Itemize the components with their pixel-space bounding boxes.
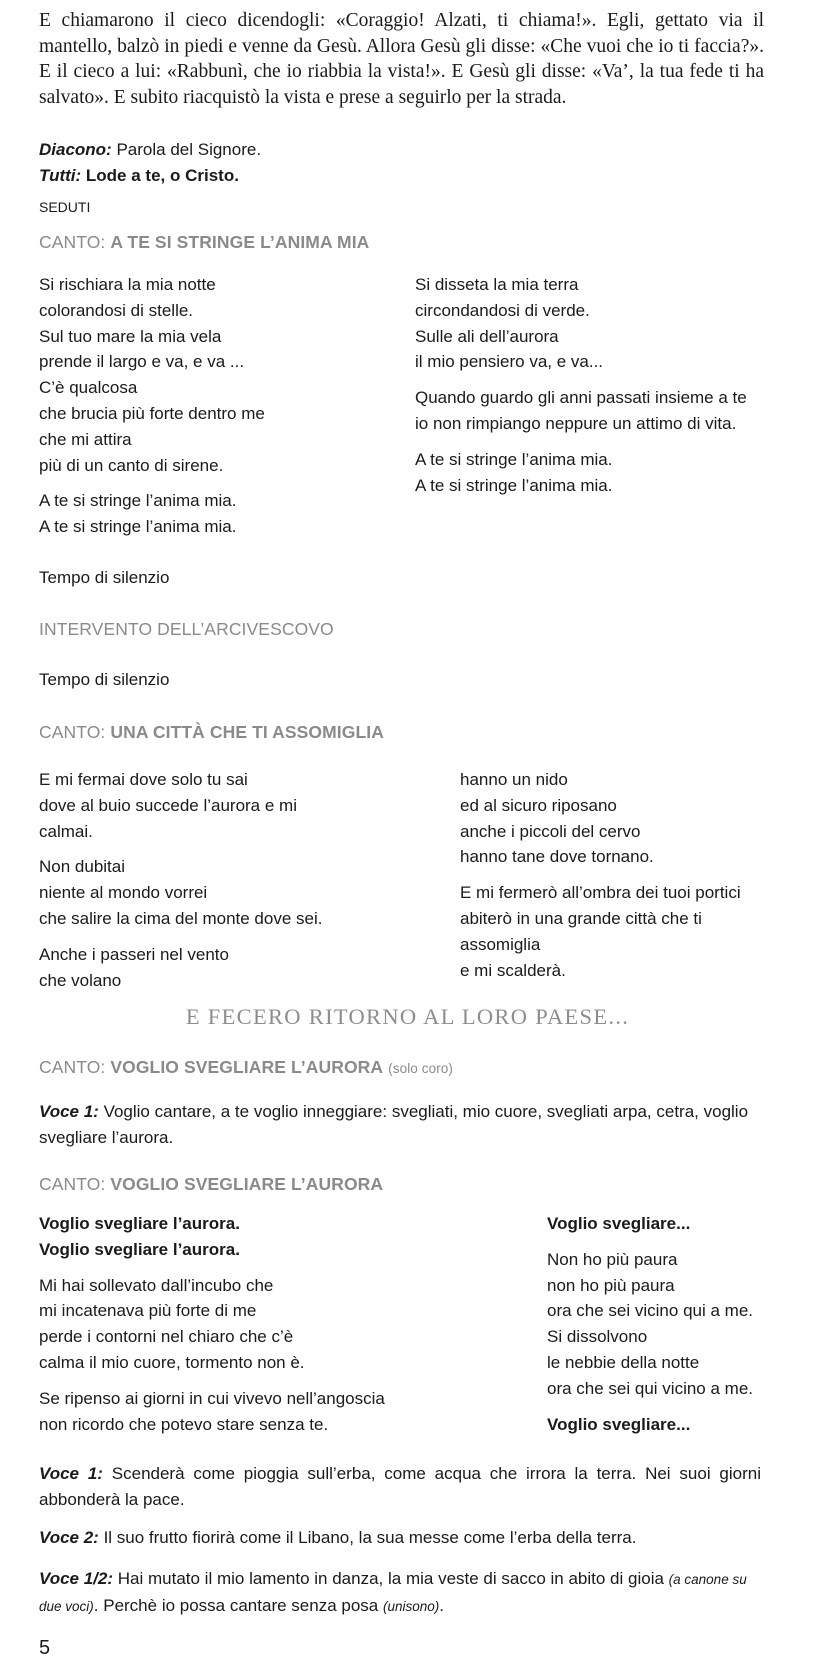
lyric-line: assomiglia	[460, 934, 541, 954]
voce12-part: Voce 1/2: Hai mutato il mio lamento in danza, la mia veste di sacco in abito di gioia (a canone su due voci). Perchè io possa cantare senza posa (unisono).	[39, 1569, 747, 1615]
song4-right-column	[547, 1211, 807, 1447]
tutti-line	[39, 166, 239, 186]
song4-title: VOGLIO SVEGLIARE L’AURORA	[110, 1174, 384, 1194]
voce2-part: Voce 2: Il suo frutto fiorirà come il Libano, la sua messe come l’erba della terra.	[39, 1528, 637, 1547]
diacono-text: Parola del Signore.	[116, 140, 262, 159]
song1-title: A TE SI STRINGE L’ANIMA MIA	[110, 232, 370, 252]
lyric-line: A te si stringe l’anima mia.	[39, 491, 237, 511]
lyric-line: mi incatenava più forte di me	[39, 1301, 257, 1321]
gospel-text: E chiamarono il cieco dicendogli: «Coraggio! Alzati, ti chiama!». Egli, gettato via il mantello, balzò in piedi e venne da Gesù. Allora Gesù gli disse: «Che vuoi che io ti faccia?». E il cieco a lui: «Rabbunì, che io riabbia la vista!». E Gesù gli disse: «Va’, la tua fede ti ha salvato». E subito riacquistò la vista e prese a seguirlo per la strada.	[39, 10, 764, 108]
lyric-line: e mi scalderà.	[460, 960, 566, 980]
song3-heading: CANTO: VOGLIO SVEGLIARE L’AURORA (solo coro)	[39, 1057, 454, 1077]
lyric-line: Mi hai sollevato dall’incubo che	[39, 1275, 274, 1295]
lyric-line: le nebbie della notte	[547, 1352, 700, 1372]
lyric-line: Si dissolvono	[547, 1327, 648, 1347]
song1-right-stanza2	[415, 385, 775, 437]
song1-right-stanza1	[415, 272, 775, 375]
song4-left-stanza1	[39, 1273, 499, 1376]
song2-left-stanza3	[39, 942, 419, 994]
lyric-line: Anche i passeri nel vento	[39, 944, 229, 964]
voce1-part-a: Voce 1: Voglio cantare, a te voglio inneggiare: svegliati, mio cuore, svegliati arpa, cetra, voglio svegliare l’aurora.	[39, 1102, 749, 1147]
voce1-part-b: Voce 1: Scenderà come pioggia sull’erba, come acqua che irrora la terra. Nei suoi giorni abbonderà la pace.	[39, 1464, 761, 1509]
silence-rubric-1: Tempo di silenzio	[39, 568, 170, 587]
lyric-line: non ricordo che potevo stare senza te.	[39, 1414, 329, 1434]
lyric-line: Si disseta la mia terra	[415, 275, 579, 294]
song4-right-chorus-2: Voglio svegliare...	[547, 1414, 691, 1434]
lyric-line: ora che sei vicino qui a me.	[547, 1301, 753, 1321]
seduti-rubric: SEDUTI	[39, 199, 91, 215]
song1-right-column	[415, 272, 775, 508]
lyric-line: dove al buio succede l’aurora e mi	[39, 795, 297, 815]
section-title: E FECERO RITORNO AL LORO PAESE...	[185, 1004, 630, 1029]
lyric-line: che volano	[39, 970, 122, 990]
lyric-line: il mio pensiero va, e va...	[415, 352, 604, 372]
lyric-line: più di un canto di sirene.	[39, 455, 224, 475]
lyric-line: Si rischiara la mia notte	[39, 275, 216, 294]
song4-right-stanza1	[547, 1247, 807, 1402]
song3-note: (solo coro)	[388, 1061, 454, 1076]
lyric-line: non ho più paura	[547, 1275, 675, 1295]
song2-left-column	[39, 767, 419, 1003]
lyric-line: che brucia più forte dentro me	[39, 403, 265, 423]
lyric-line: hanno un nido	[460, 770, 568, 789]
song2-title: UNA CITTÀ CHE TI ASSOMIGLIA	[110, 722, 384, 742]
song2-right-stanza1	[460, 767, 780, 870]
lyric-line: niente al mondo vorrei	[39, 883, 208, 903]
lyric-line: Sul tuo mare la mia vela	[39, 326, 222, 346]
song1-left-stanza2	[39, 488, 379, 540]
lyric-line: Se ripenso ai giorni in cui vivevo nell’angoscia	[39, 1388, 385, 1408]
song1-left-column	[39, 272, 379, 550]
lyric-line: Non ho più paura	[547, 1249, 678, 1269]
song2-right-column	[460, 767, 780, 993]
song1-right-stanza3	[415, 447, 775, 499]
song4-left-chorus	[39, 1211, 499, 1263]
lyric-line: ora che sei qui vicino a me.	[547, 1378, 753, 1398]
lyric-line: Quando guardo gli anni passati insieme a te	[415, 388, 747, 408]
lyric-line: calmai.	[39, 821, 93, 841]
lyric-line: Voglio svegliare l’aurora.	[39, 1214, 240, 1233]
lyric-line: hanno tane dove tornano.	[460, 847, 654, 867]
lyric-line: Sulle ali dell’aurora	[415, 326, 559, 346]
lyric-line: Voglio svegliare l’aurora.	[39, 1239, 240, 1259]
lyric-line: A te si stringe l’anima mia.	[415, 475, 613, 495]
song4-left-stanza2	[39, 1386, 499, 1438]
intervento-heading: INTERVENTO DELL’ARCIVESCOVO	[39, 619, 334, 639]
lyric-line: C’è qualcosa	[39, 378, 138, 398]
lyric-line: Non dubitai	[39, 857, 126, 877]
lyric-line: anche i piccoli del cervo	[460, 821, 641, 841]
lyric-line: abiterò in una grande città che ti	[460, 908, 702, 928]
song4-right-chorus-1: Voglio svegliare...	[547, 1214, 691, 1233]
song2-right-stanza2	[460, 880, 780, 983]
song2-heading: CANTO: UNA CITTÀ CHE TI ASSOMIGLIA	[39, 722, 384, 742]
song4-left-column	[39, 1211, 499, 1447]
song1-heading: CANTO: A TE SI STRINGE L’ANIMA MIA	[39, 232, 370, 252]
lyric-line: calma il mio cuore, tormento non è.	[39, 1352, 305, 1372]
lyric-line: A te si stringe l’anima mia.	[415, 449, 613, 469]
song2-left-stanza1	[39, 767, 419, 844]
lyric-line: A te si stringe l’anima mia.	[39, 517, 237, 537]
tutti-label: Tutti:	[39, 166, 82, 185]
tutti-text: Lode a te, o Cristo.	[85, 166, 239, 185]
song2-left-stanza2	[39, 854, 419, 931]
song1-left-stanza1	[39, 272, 379, 478]
song3-title: VOGLIO SVEGLIARE L’AURORA	[110, 1057, 384, 1077]
song4-heading: CANTO: VOGLIO SVEGLIARE L’AURORA	[39, 1174, 384, 1194]
lyric-line: E mi fermerò all’ombra dei tuoi portici	[460, 883, 741, 903]
silence-rubric-2: Tempo di silenzio	[39, 670, 170, 689]
page-number: 5	[39, 1637, 51, 1659]
lyric-line: prende il largo e va, e va ...	[39, 352, 245, 372]
diacono-line	[39, 140, 261, 160]
lyric-line: io non rimpiango neppure un attimo di vita.	[415, 413, 737, 433]
lyric-line: ed al sicuro riposano	[460, 795, 617, 815]
lyric-line: che mi attira	[39, 429, 132, 449]
lyric-line: circondandosi di verde.	[415, 300, 590, 320]
diacono-label: Diacono:	[39, 140, 112, 159]
lyric-line: E mi fermai dove solo tu sai	[39, 770, 248, 789]
lyric-line: perde i contorni nel chiaro che c’è	[39, 1327, 294, 1347]
lyric-line: che salire la cima del monte dove sei.	[39, 908, 323, 928]
lyric-line: colorandosi di stelle.	[39, 300, 194, 320]
